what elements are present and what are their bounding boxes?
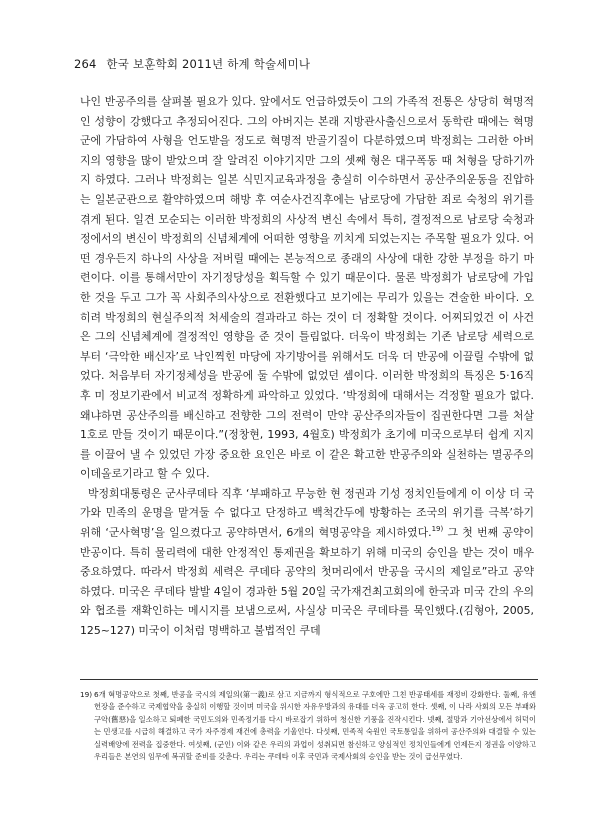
footnote-reference[interactable]: 19) [431, 525, 444, 534]
footnote-text: 6개 혁명공약으로 첫째, 반공을 국시의 제일의(第一義)로 삼고 지금까지 형식적으로 구호에만 그친 반공태세를 재정비 강화한다. 둘째, 유엔 헌장을 준수하고 국제협약을 충실히 이행할 것이며 미국을 위시한 자유우방과의 유대를 더욱 공고히 한다. 셋째, 이 나라 사회의 모든 부패와 구악(舊惡)을 일소하고 퇴폐한 국민도의와 민족정기를 다시 바로잡기 위하여 청신한 기풍을 진작시킨다. 넷째, 절망과 기아선상에서 허덕이는 민생고를 시급히 해결하고 국가 자주경제 재건에 총력을 기울인다. 다섯째, 민족적 숙원인 국토통일을 위하여 공산주의와 대결할 수 있는 실력배양에 전력을 집중한다. 여섯째, (군인) 이와 같은 우리의 과업이 성취되면 참신하고 양심적인 정치인들에게 언제든지 정권을 이양하고 우리들은 본연의 임무에 복귀할 준비를 갖춘다. 우리는 쿠데타 이후 국민과 국제사회의 승인을 받는 것이 급선무였다. [94, 690, 536, 762]
running-title: 한국 보훈학회 2011년 하계 학술세미나 [106, 57, 311, 71]
body-paragraph-1: 나인 반공주의를 살펴볼 필요가 있다. 앞에서도 언급하였듯이 그의 가족적 전통은 상당히 혁명적인 성향이 강했다고 추정되어진다. 그의 아버지는 본래 지방관사출신으로서 동학란 때에는 혁명군에 가담하여 사형을 언도받을 정도로 혁명적 반골기질이 다분하였으며 박정희는 그러한 아버지의 영향을 많이 받았으며 잘 알려진 이야기지만 그의 셋째 형은 대구폭동 때 처형을 당하기까지 하였다. 그러나 박정희는 일본 식민지교육과정을 충실히 이수하면서 공산주의운동을 진압하는 일본군관으로 활약하였으며 해방 후 여순사건직후에는 남로당에 가담한 죄로 숙청의 위기를 겪게 된다. 일견 모순되는 이러한 박정희의 사상적 변신 속에서 특히, 결정적으로 남로당 숙청과정에서의 변신이 박정희의 신념체계에 어떠한 영향을 끼치게 되었는지는 주목할 필요가 있다. 어떤 경우든지 하나의 사상을 저버릴 때에는 본능적으로 종래의 사상에 대한 강한 부정을 하기 마련이다. 이를 통해서만이 자기정당성을 획득할 수 있기 때문이다. 물론 박정희가 남로당에 가입한 것을 두고 그가 꼭 사회주의사상으로 전환했다고 보기에는 무리가 있을는 견술한 바이다. 오히려 박정희의 현실주의적 처세술의 결과라고 하는 것이 더 정확할 것이다. 어찌되었건 이 사건은 그의 신념체계에 결정적인 영향을 준 것이 틀림없다. 더욱이 박정희는 기존 남로당 세력으로부터 ‘극악한 배신자’로 낙인찍힌 마당에 자기방어를 위해서도 더욱 더 반공에 이끌릴 수밖에 없었다. 처음부터 자기정체성을 반공에 둘 수밖에 없었던 셈이다. 이러한 박정희의 특징은 5·16직후 미 정보기관에서 비교적 정확하게 파악하고 있었다. ‘박정희에 대해서는 걱정할 필요가 없다. 왜냐하면 공산주의를 배신하고 전향한 그의 전력이 만약 공산주의자들이 집권한다면 그를 처살 1호로 만들 것이기 때문이다.”(정창현, 1993, 4월호) 박정희가 초기에 미국으로부터 쉽게 지지를 이끌어 낼 수 있었던 가장 중요한 요인은 바로 이 같은 확고한 반공주의와 실천하는 멸공주의 이데올로기라고 할 수 있다. [80, 95, 534, 481]
body-paragraph-2-main: 박정희대통령은 군사쿠데타 직후 ‘부패하고 무능한 현 정권과 기성 정치인들에게 이 이상 더 국가와 민족의 운명을 맡겨둘 수 없다고 단정하고 백척간두에 방황하는 조국의 위기를 극복’하기 위해 ‘군사혁명’을 일으켰다고 공약하면서, 6개의 혁명공약을 제시하였다. [80, 486, 534, 540]
body-paragraph-2-tail: 그 첫 번째 공약이 반공이다. 특히 물리력에 대한 안정적인 통제권을 확보하기 위해 미국의 승인을 받는 것이 매우 중요하였다. 따라서 박정희 세력은 쿠데타 공약의 첫머리에서 반공을 국시의 제일로”라고 공약하였다. 미국은 쿠데타 발발 4일이 경과한 5월 20일 국가재건최고회의에 한국과 미국 간의 우의와 협조를 재확인하는 메시지를 보냄으로써, 사실상 미국은 쿠데타를 묵인했다.(김형아, 2005, 125~127) 미국이 이처럼 명백하고 불법적인 쿠데 [80, 526, 534, 638]
running-header [74, 56, 310, 72]
page-number: 264 [74, 57, 97, 71]
footnote-divider [80, 679, 538, 680]
body-paragraph-2 [80, 484, 534, 641]
footnote-19 [80, 689, 536, 763]
main-body-text [80, 92, 534, 641]
footnote-number: 19) [80, 690, 93, 699]
